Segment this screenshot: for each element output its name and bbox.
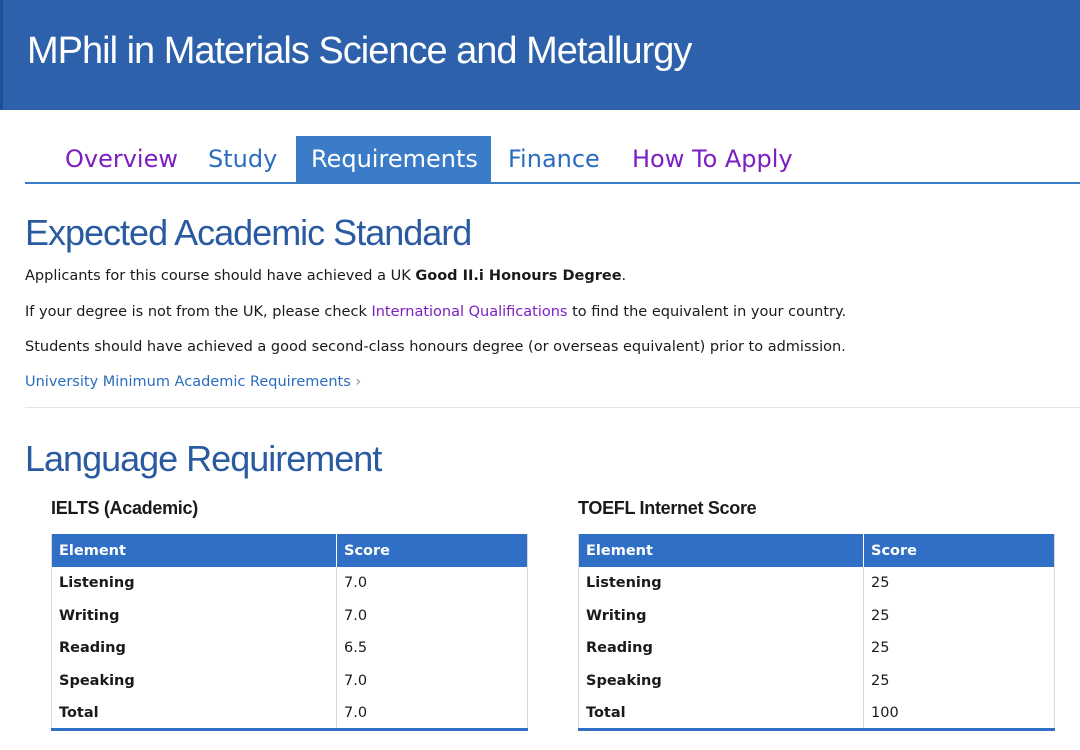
element-cell: Speaking [59,672,135,689]
page-banner [0,0,1080,110]
table-row [52,697,528,730]
academic-para-3: Students should have achieved a good second-class honours degree (or overseas equivalent) prior to admission. [25,339,846,355]
element-cell: Listening [586,575,662,592]
column-header-score: Score [337,534,528,567]
table-row [579,665,1055,698]
table-row [52,567,528,600]
toefl-table [578,534,1055,731]
table-header-row [579,534,1055,567]
element-cell: Total [579,697,864,730]
column-header-score: Score [864,534,1055,567]
score-cell: 25 [864,567,1055,600]
para2-prefix: If your degree is not from the UK, please check [25,304,372,320]
score-cell: 25 [864,665,1055,698]
tab-overview[interactable]: Overview [65,145,178,173]
tab-requirements[interactable]: Requirements [296,136,491,182]
min-req-link-label[interactable]: University Minimum Academic Requirements [25,374,351,390]
element-cell: Reading [59,640,126,657]
table-row [579,697,1055,730]
score-cell: 100 [864,697,1055,730]
column-header-element: Element [52,534,337,567]
course-tabs [25,136,1080,184]
table-row [579,632,1055,665]
element-cell: Listening [59,575,135,592]
column-header-element: Element [579,534,864,567]
element-cell: Writing [586,607,647,624]
table-row [52,632,528,665]
score-cell: 7.0 [337,665,528,698]
language-requirement-heading: Language Requirement [25,438,382,479]
score-cell: 7.0 [337,600,528,633]
tab-study[interactable]: Study [208,145,278,173]
ielts-table [51,534,528,731]
academic-standard-heading: Expected Academic Standard [25,212,472,253]
score-cell: 25 [864,632,1055,665]
tab-how-to-apply[interactable]: How To Apply [632,145,793,173]
score-cell: 25 [864,600,1055,633]
element-cell: Total [52,697,337,730]
score-cell: 7.0 [337,697,528,730]
degree-requirement: Good II.i Honours Degree [415,268,622,284]
table-header-row [52,534,528,567]
para1-suffix: . [621,268,627,284]
table-row [579,600,1055,633]
min-academic-requirements-link[interactable] [25,374,361,390]
section-divider [25,407,1080,408]
table-row [579,567,1055,600]
ielts-title: IELTS (Academic) [51,498,198,518]
score-cell: 6.5 [337,632,528,665]
page-title: MPhil in Materials Science and Metallurgy [27,30,692,72]
score-cell: 7.0 [337,567,528,600]
table-row [52,600,528,633]
academic-para-1 [25,268,626,284]
international-qualifications-link[interactable]: International Qualifications [371,304,568,320]
element-cell: Reading [586,640,653,657]
para1-prefix: Applicants for this course should have achieved a UK [25,268,416,284]
chevron-right-icon: › [355,374,362,390]
academic-para-2 [25,304,846,320]
para2-suffix: to find the equivalent in your country. [567,304,847,320]
tab-finance[interactable]: Finance [508,145,600,173]
element-cell: Writing [59,607,120,624]
table-row [52,665,528,698]
element-cell: Speaking [586,672,662,689]
toefl-title: TOEFL Internet Score [578,498,757,518]
